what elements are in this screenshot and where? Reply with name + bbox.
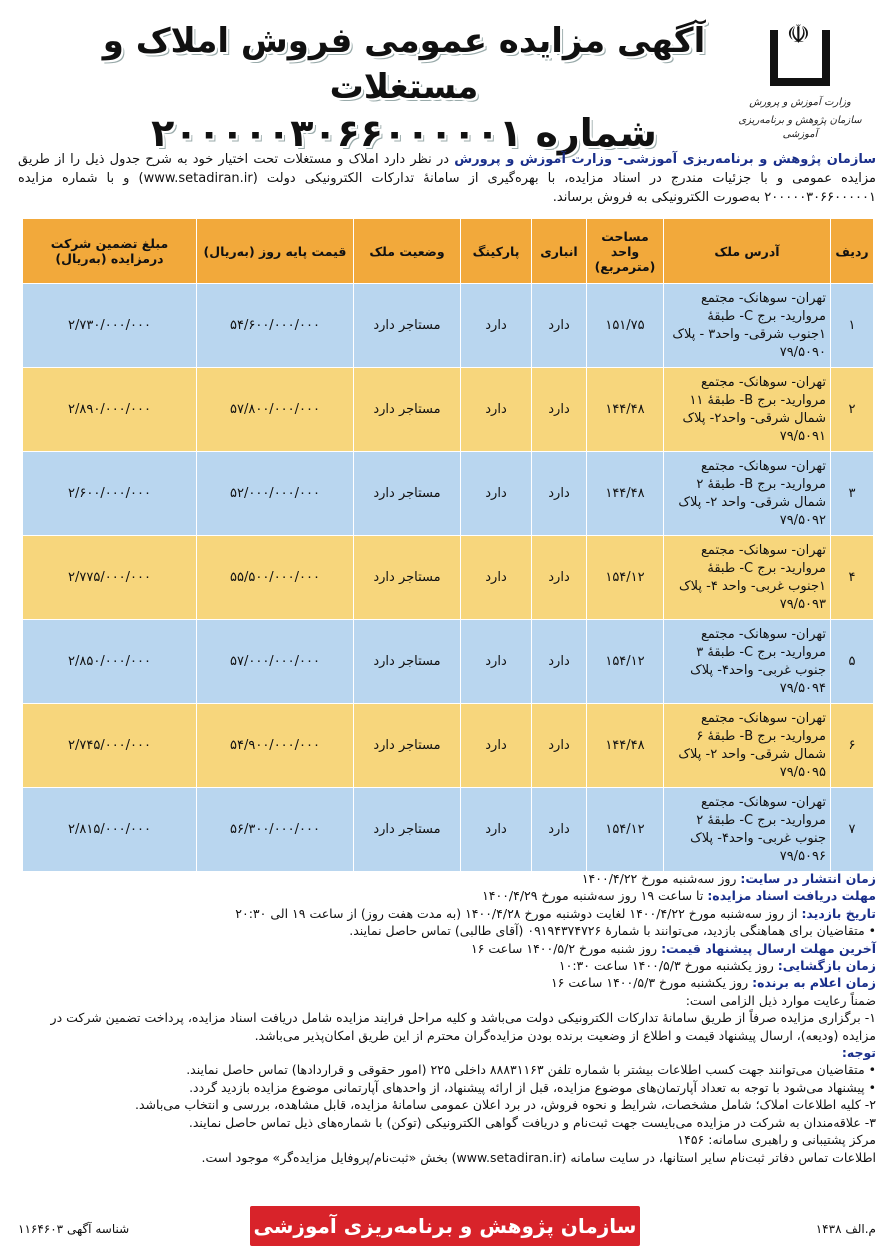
cell-row-number: ۴: [831, 536, 874, 620]
auction-number: شماره ۲۰۰۰۰۰۳۰۶۶۰۰۰۰۰۱: [151, 111, 657, 155]
requirement-3: ۳- علاقه‌مندان به شرکت در مزایده می‌بایست جهت ثبت‌نام و دریافت گواهی الکترونیکی (توکن) با شماره‌های ذیل تماس حاصل نمایند.: [188, 1114, 876, 1130]
cell-base-price: ۵۶/۳۰۰/۰۰۰/۰۰۰: [197, 788, 354, 872]
cell-status: مستاجر دارد: [354, 536, 461, 620]
cell-address: تهران- سوهانک- مجتمع مروارید- برج C- طبقهٔ ۳ جنوب غربی- واحد۴- پلاک ۷۹/۵۰۹۴: [664, 620, 831, 704]
col-header-parking: پارکینگ: [461, 219, 532, 284]
winner-announcement-line: زمان اعلام به برنده: روز یکشنبه مورخ ۱۴۰۰/۵/۳ ساعت ۱۶: [550, 975, 876, 991]
table-row: [23, 284, 874, 368]
note-visit-suggestion: • پیشنهاد می‌شود با توجه به تعداد آپارتمان‌های موضوع مزایده، قبل از ارائه پیشنهاد، از واحدهای آپارتمانی موضوع مزایده بازدید گردد.: [189, 1079, 876, 1095]
cell-base-price: ۵۵/۵۰۰/۰۰۰/۰۰۰: [197, 536, 354, 620]
cell-status: مستاجر دارد: [354, 620, 461, 704]
cell-deposit: ۲/۶۰۰/۰۰۰/۰۰۰: [23, 452, 197, 536]
cell-address: تهران- سوهانک- مجتمع مروارید- برج C- طبقهٔ ۲ جنوب غربی- واحد۴- پلاک ۷۹/۵۰۹۶: [664, 788, 831, 872]
advertisement-page: [14, 12, 880, 1244]
cell-area: ۱۵۱/۷۵: [587, 284, 664, 368]
cell-storage: دارد: [532, 704, 587, 788]
provincial-offices-line: اطلاعات تماس دفاتر ثبت‌نام سایر استانها، در سایت سامانه (www.setadiran.ir) بخش «ثبت‌نام/پروفایل مزایده‌گر» موجود است.: [201, 1149, 876, 1165]
attention-heading: توجه:: [841, 1045, 876, 1061]
cell-row-number: ۵: [831, 620, 874, 704]
cell-address: تهران- سوهانک- مجتمع مروارید- برج B- طبقهٔ ۲ شمال شرقی- واحد ۲- پلاک ۷۹/۵۰۹۲: [664, 452, 831, 536]
cell-address: تهران- سوهانک- مجتمع مروارید- برج B- طبقهٔ ۶ شمال شرقی- واحد ۲- پلاک ۷۹/۵۰۹۵: [664, 704, 831, 788]
table-row: [23, 452, 874, 536]
organization-banner: سازمان پژوهش و برنامه‌ریزی آموزشی: [250, 1206, 640, 1246]
cell-status: مستاجر دارد: [354, 368, 461, 452]
cell-row-number: ۱: [831, 284, 874, 368]
visit-contact-line: • متقاضیان برای هماهنگی بازدید، می‌توانند با شمارهٔ ۰۹۱۹۴۳۷۴۷۲۶ (آقای طالبی) تماس حاصل نمایند.: [349, 923, 876, 939]
cell-base-price: ۵۲/۰۰۰/۰۰۰/۰۰۰: [197, 452, 354, 536]
table-row: [23, 620, 874, 704]
cell-area: ۱۵۴/۱۲: [587, 536, 664, 620]
requirement-1: ۱- برگزاری مزایده صرفاً از طریق سامانهٔ تدارکات الکترونیکی دولت می‌باشد و کلیه مراحل فرایند مزایده شامل دریافت اسناد مزایده، پرداخت تضمین شرکت در مزایده (ودیعه)، ارسال پیشنهاد قیمت و اطلاع از وضعیت برنده بودن مزایده‌گران محترم از این طریق امکان‌پذیر می‌باشد.: [50, 1010, 876, 1043]
intro-paragraph: [18, 150, 876, 207]
intro-organization: سازمان پژوهش و برنامه‌ریزی آموزشی- وزارت آموزش و پرورش: [454, 152, 876, 167]
ministry-logo: [730, 20, 870, 150]
table-row: [23, 536, 874, 620]
cell-area: ۱۴۴/۴۸: [587, 452, 664, 536]
col-header-row-number: ردیف: [831, 219, 874, 284]
visit-date-line: تاریخ بازدید: از روز سه‌شنبه مورخ ۱۴۰۰/۴/۲۲ لغایت دوشنبه مورخ ۱۴۰۰/۴/۲۸ (به مدت هفت روز) از ساعت ۱۹ الی ۲۰:۳۰: [235, 905, 876, 921]
cell-storage: دارد: [532, 788, 587, 872]
requirements-heading: ضمناً رعایت موارد ذیل الزامی است:: [685, 992, 876, 1008]
col-header-area: مساحت واحد (مترمربع): [587, 219, 664, 284]
col-header-status: وضعیت ملک: [354, 219, 461, 284]
cell-deposit: ۲/۸۹۰/۰۰۰/۰۰۰: [23, 368, 197, 452]
cell-storage: دارد: [532, 368, 587, 452]
cell-area: ۱۵۴/۱۲: [587, 620, 664, 704]
cell-storage: دارد: [532, 284, 587, 368]
col-header-base-price: قیمت پایه روز (به‌ریال): [197, 219, 354, 284]
cell-area: ۱۵۴/۱۲: [587, 788, 664, 872]
requirement-2: ۲- کلیه اطلاعات املاک؛ شامل مشخصات، شرایط و نحوه فروش، در برد اعلان عمومی سامانهٔ مزایده، قابل مشاهده، بررسی و انتخاب می‌باشد.: [135, 1097, 876, 1113]
schedule-and-notes: [18, 870, 876, 1166]
opening-date-line: زمان بازگشایی: روز یکشنبه مورخ ۱۴۰۰/۵/۳ ساعت ۱۰:۳۰: [558, 958, 876, 974]
cell-deposit: ۲/۸۱۵/۰۰۰/۰۰۰: [23, 788, 197, 872]
logo-caption-ministry: وزارت آموزش و پرورش: [749, 97, 851, 108]
cell-area: ۱۴۴/۴۸: [587, 368, 664, 452]
cell-area: ۱۴۴/۴۸: [587, 704, 664, 788]
cell-status: مستاجر دارد: [354, 788, 461, 872]
col-header-storage: انباری: [532, 219, 587, 284]
cell-parking: دارد: [461, 788, 532, 872]
col-header-address: آدرس ملک: [664, 219, 831, 284]
footer: [14, 1206, 880, 1244]
logo-caption-organization: سازمان پژوهش و برنامه‌ریزی آموزشی: [738, 115, 862, 140]
page-title: آگهی مزایده عمومی فروش املاک و مستغلات: [102, 21, 706, 107]
document-deadline-line: مهلت دریافت اسناد مزایده: تا ساعت ۱۹ روز سه‌شنبه مورخ ۱۴۰۰/۴/۲۹: [482, 888, 876, 904]
ad-id: شناسه آگهی ۱۱۶۴۶۰۳: [18, 1222, 130, 1236]
cell-base-price: ۵۷/۸۰۰/۰۰۰/۰۰۰: [197, 368, 354, 452]
emblem-icon: ☫: [764, 20, 836, 92]
cell-status: مستاجر دارد: [354, 452, 461, 536]
cell-parking: دارد: [461, 284, 532, 368]
cell-parking: دارد: [461, 704, 532, 788]
publication-code: م.الف ۱۴۳۸: [815, 1222, 876, 1236]
cell-status: مستاجر دارد: [354, 704, 461, 788]
cell-base-price: ۵۷/۰۰۰/۰۰۰/۰۰۰: [197, 620, 354, 704]
header: [14, 12, 880, 155]
cell-parking: دارد: [461, 368, 532, 452]
cell-deposit: ۲/۷۳۰/۰۰۰/۰۰۰: [23, 284, 197, 368]
cell-storage: دارد: [532, 620, 587, 704]
title-block: [84, 18, 724, 155]
property-table: [22, 218, 874, 872]
cell-storage: دارد: [532, 452, 587, 536]
cell-address: تهران- سوهانک- مجتمع مروارید- برج B- طبقهٔ ۱۱ شمال شرقی- واحد۲- پلاک ۷۹/۵۰۹۱: [664, 368, 831, 452]
cell-row-number: ۷: [831, 788, 874, 872]
cell-parking: دارد: [461, 536, 532, 620]
table-header-row: [23, 219, 874, 284]
table-row: [23, 368, 874, 452]
intro-text: در نظر دارد املاک و مستغلات تحت اختیار خود به شرح جدول ذیل را از طریق مزایده عمومی و با جزئیات مندرج در اسناد مزایده، با بهره‌گیری از سامانهٔ تدارکات الکترونیکی دولت (www.setadiran.ir) و با شماره مزایده ۲۰۰۰۰۰۳۰۶۶۰۰۰۰۰۱ به‌صورت الکترونیکی به فروش برساند.: [18, 152, 876, 205]
cell-address: تهران- سوهانک- مجتمع مروارید- برج C- طبقهٔ ۱جنوب غربی- واحد ۴- پلاک ۷۹/۵۰۹۳: [664, 536, 831, 620]
bid-deadline-line: آخرین مهلت ارسال پیشنهاد قیمت: روز شنبه مورخ ۱۴۰۰/۵/۲ ساعت ۱۶: [470, 940, 876, 956]
cell-deposit: ۲/۸۵۰/۰۰۰/۰۰۰: [23, 620, 197, 704]
note-contact-phone: • متقاضیان می‌توانند جهت کسب اطلاعات بیشتر با شماره تلفن ۸۸۸۳۱۱۶۳ داخلی ۲۲۵ (امور حقوقی و قراردادها) تماس حاصل نمایند.: [186, 1062, 876, 1078]
table-row: [23, 704, 874, 788]
cell-parking: دارد: [461, 452, 532, 536]
cell-address: تهران- سوهانک- مجتمع مروارید- برج C- طبقهٔ ۱جنوب شرقی- واحد۳ - پلاک ۷۹/۵۰۹۰: [664, 284, 831, 368]
cell-deposit: ۲/۷۴۵/۰۰۰/۰۰۰: [23, 704, 197, 788]
table-row: [23, 788, 874, 872]
cell-status: مستاجر دارد: [354, 284, 461, 368]
col-header-deposit: مبلغ تضمین شرکت درمزایده (به‌ریال): [23, 219, 197, 284]
cell-parking: دارد: [461, 620, 532, 704]
cell-row-number: ۲: [831, 368, 874, 452]
cell-base-price: ۵۴/۹۰۰/۰۰۰/۰۰۰: [197, 704, 354, 788]
cell-row-number: ۳: [831, 452, 874, 536]
cell-storage: دارد: [532, 536, 587, 620]
cell-base-price: ۵۴/۶۰۰/۰۰۰/۰۰۰: [197, 284, 354, 368]
publish-date-line: زمان انتشار در سایت: روز سه‌شنبه مورخ ۱۴۰۰/۴/۲۲: [581, 871, 876, 886]
cell-row-number: ۶: [831, 704, 874, 788]
support-center-line: مرکز پشتیبانی و راهبری سامانه: ۱۴۵۶: [677, 1132, 876, 1148]
cell-deposit: ۲/۷۷۵/۰۰۰/۰۰۰: [23, 536, 197, 620]
